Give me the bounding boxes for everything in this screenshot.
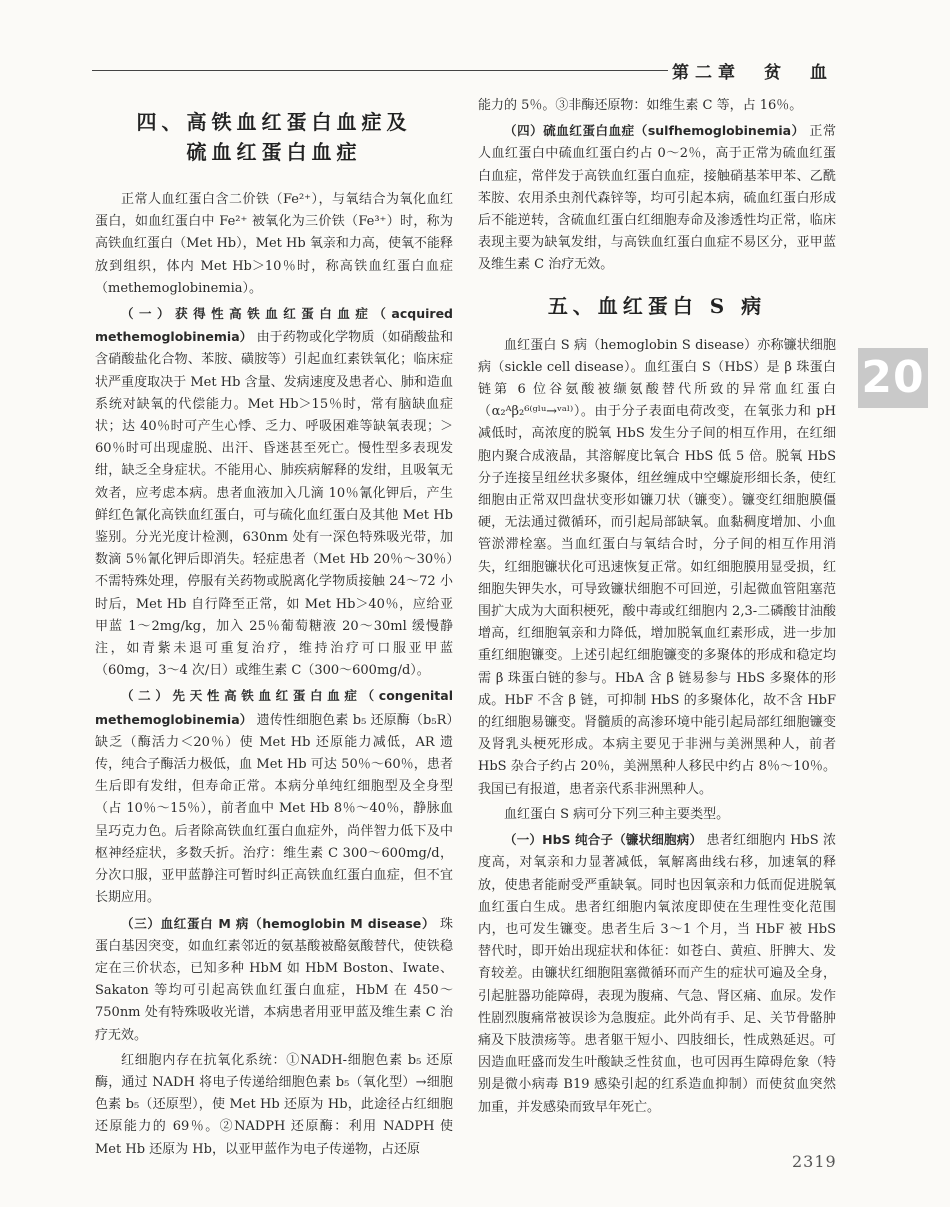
congenital-text: 遗传性细胞色素 b₅ 还原酶（b₅R）缺乏（酶活力＜20％）使 Met Hb 还原能力减低，AR 遗传，纯合子酶活力极低，血 Met Hb 可达 50％～60％，患者生后即有发绀，但寿命正常。本病分单纯红细胞型及全身型（占 10％～15％），前者血中 Met Hb 8％～40％，静脉血呈巧克力色。后者除高铁血红蛋白血症外，尚伴智力低下及中枢神经症状，多数夭折。治疗：维生素 C 300～600mg/d，分次口服，亚甲蓝静注可暂时纠正高铁血红蛋白血症，但不宜长期应用。 <box>95 712 453 906</box>
homozygote-heading: （一）HbS 纯合子（镰状细胞病） <box>504 832 703 848</box>
chapter-thumb-number: 20 <box>861 352 925 403</box>
left-column <box>95 95 453 1164</box>
chapter-thumb-tab <box>858 348 928 408</box>
right-column <box>478 95 836 1122</box>
acquired-heading: （一）获得性高铁血红蛋白血症（acquired methemoglobinemia） <box>95 306 453 345</box>
section-four-title <box>95 107 453 167</box>
page-number: 2319 <box>792 1152 837 1171</box>
section-five-title: 五、血红蛋白 S 病 <box>547 293 767 318</box>
hbm-paragraph <box>95 913 453 1047</box>
hbm-heading: （三）血红蛋白 M 病（hemoglobin M disease） <box>121 915 436 931</box>
antioxidant-paragraph: 红细胞内存在抗氧化系统：①NADH-细胞色素 b₅ 还原酶，通过 NADH 将电子传递给细胞色素 b₅（氧化型）→细胞色素 b₅（还原型），使 Met Hb 还原为 Hb，此途径占红细胞还原能力的 69％。②NADPH 还原酶：利用 NADPH 使 Met Hb 还原为 Hb，以亚甲蓝作为电子传递物，占还原 <box>95 1052 453 1157</box>
section-four-title-line1: 四、高铁血红蛋白血症及 <box>136 110 412 134</box>
hbs-intro-paragraph: 血红蛋白 S 病（hemoglobin S disease）亦称镰状细胞病（sickle cell disease）。血红蛋白 S（HbS）是 β 珠蛋白链第 6 位谷氨酸被缬氨酸替代所致的异常血红蛋白（α₂ᴬβ₂⁶⁽ᵍˡᵘ→ᵛᵃˡ⁾）。由于分子表面电荷改变，在氧张力和 pH 减低时，高浓度的脱氧 HbS 发生分子间的相互作用，在红细胞内聚合成液晶，其溶解度比氧合 HbS 低 5 倍。脱氧 HbS 分子连接呈纽丝状多聚体，纽丝缠成中空螺旋形细长条，使红细胞由正常双凹盘状变形如镰刀状（镰变）。镰变红细胞膜僵硬，无法通过微循环，而引起局部缺氧。血黏稠度增加、小血管淤滞栓塞。当血红蛋白与氧结合时，分子间的相互作用消失，红细胞镰状化可迅速恢复正常。如红细胞膜用显受损，红细胞失钾失水，可导致镰状细胞不可回逆，引起微血管阻塞范围扩大成为大面积梗死，酸中毒或红细胞内 2,3-二磷酸甘油酸增高，红细胞氧亲和力降低，增加脱氧血红素形成，进一步加重红细胞镰变。上述引起红细胞镰变的多聚体的形成和稳定均需 β 珠蛋白链的参与。HbA 含 β 链易参与 HbS 多聚体的形成。HbF 不含 β 链，可抑制 HbS 的多聚体化，故不含 HbF 的红细胞易镰变。肾髓质的高渗环境中能引起局部红细胞镰变及肾乳头梗死形成。本病主要见于非洲与美洲黑种人，前者 HbS 杂合子约占 20％，美洲黑种人移民中约占 8％～10％。我国已有报道，患者亲代系非洲黑种人。 <box>478 337 836 797</box>
sulf-heading: （四）硫血红蛋白血症（sulfhemoglobinemia） <box>504 123 805 139</box>
chapter-header: 第二章 贫 血 <box>672 63 833 83</box>
section-four-title-line2: 硫血红蛋白血症 <box>186 140 362 164</box>
homozygote-paragraph <box>478 829 836 1119</box>
hbm-text: 珠蛋白基因突变，如血红素邻近的氨基酸被酪氨酸替代，使铁稳定在三价状态，已知多种 HbM 如 HbM Boston、Iwate、Sakaton 等均可引起高铁血红蛋白血症，HbM 在 450～750nm 处有特殊吸收光谱，本病患者用亚甲蓝及维生素 C 治疗无效。 <box>95 916 453 1043</box>
acquired-paragraph <box>95 303 453 682</box>
intro-paragraph: 正常人血红蛋白含二价铁（Fe²⁺），与氧结合为氧化血红蛋白，如血红蛋白中 Fe²⁺ 被氧化为三价铁（Fe³⁺）时，称为高铁血红蛋白（Met Hb），Met Hb 氧亲和力高，使氧不能释放到组织，体内 Met Hb＞10％时，称高铁血红蛋白血症（methemoglobinemia）。 <box>95 192 453 296</box>
continued-paragraph: 能力的 5％。③非酶还原物：如维生素 C 等，占 16％。 <box>478 98 803 113</box>
sulf-text: 正常人血红蛋白中硫血红蛋白约占 0～2％，高于正常为硫血红蛋白血症，常伴发于高铁血红蛋白血症，接触硝基苯甲苯、乙酰苯胺、农用杀虫剂代森锌等，均可引起本病，硫血红蛋白形成后不能逆转，含硫血红蛋白红细胞寿命及渗透性均正常，临床表现主要为缺氧发绀，与高铁血红蛋白血症不易区分，亚甲蓝及维生素 C 治疗无效。 <box>478 124 836 273</box>
congenital-paragraph <box>95 685 453 909</box>
homozygote-text: 患者红细胞内 HbS 浓度高，对氧亲和力显著减低，氧解离曲线右移，加速氧的释放，使患者能耐受严重缺氧。同时也因氧亲和力低而促进脱氧血红蛋白生成。患者红细胞内氧浓度即使在生理性变化范围内，也可发生镰变。患者生后 3～1 个月，当 HbF 被 HbS 替代时，即开始出现症状和体征：如苍白、黄疸、肝脾大、发育较差。由镰状红细胞阻塞微循环而产生的症状可遍及全身，引起脏器功能障碍，表现为腹痛、气急、肾区痛、血尿。发作性剧烈腹痛常被误诊为急腹症。此外尚有手、足、关节骨骼肿痛及下肢溃疡等。患者躯干短小、四肢细长，性成熟延迟。可因造血旺盛而发生叶酸缺乏性贫血，也可因再生障碍危象（特别是微小病毒 B19 感染引起的红系造血抑制）而使贫血突然加重，并发感染而致早年死亡。 <box>478 833 836 1115</box>
acquired-text: 由于药物或化学物质（如硝酸盐和含硝酸盐化合物、苯胺、磺胺等）引起血红素铁氧化；临床症状严重度取决于 Met Hb 含量、发病速度及患者心、肺和造血系统对缺氧的代偿能力。Met Hb＞15％时，常有脑缺血症状；达 40％时可产生心悸、乏力、呼吸困难等缺氧表现；＞60％时可出现虚脱、出汗、昏迷甚至死亡。慢性型多表现发绀，缺乏全身症状。不能用心、肺疾病解释的发绀，且吸氧无效者，应考虑本病。患者血液加入几滴 10％氰化钾后，产生鲜红色氰化高铁血红蛋白，可与硫化血红蛋白及其他 Met Hb 鉴别。分光光度计检测，630nm 处有一深色特殊吸光带，加数滴 5％氰化钾后即消失。轻症患者（Met Hb 20％～30％）不需特殊处理，停服有关药物或脱离化学物质接触 24～72 小时后，Met Hb 自行降至正常，如 Met Hb＞40％，应给亚甲蓝 1～2mg/kg，加入 25％葡萄糖液 20～30ml 缓慢静注，如青紫未退可重复治疗，维持治疗可口服亚甲蓝（60mg，3～4 次/日）或维生素 C（300～600mg/d）。 <box>95 330 453 679</box>
sulf-paragraph <box>478 120 836 276</box>
types-paragraph: 血红蛋白 S 病可分下列三种主要类型。 <box>504 806 730 822</box>
congenital-heading: （二）先天性高铁血红蛋白血症（congenital methemoglobinemia） <box>95 688 453 727</box>
